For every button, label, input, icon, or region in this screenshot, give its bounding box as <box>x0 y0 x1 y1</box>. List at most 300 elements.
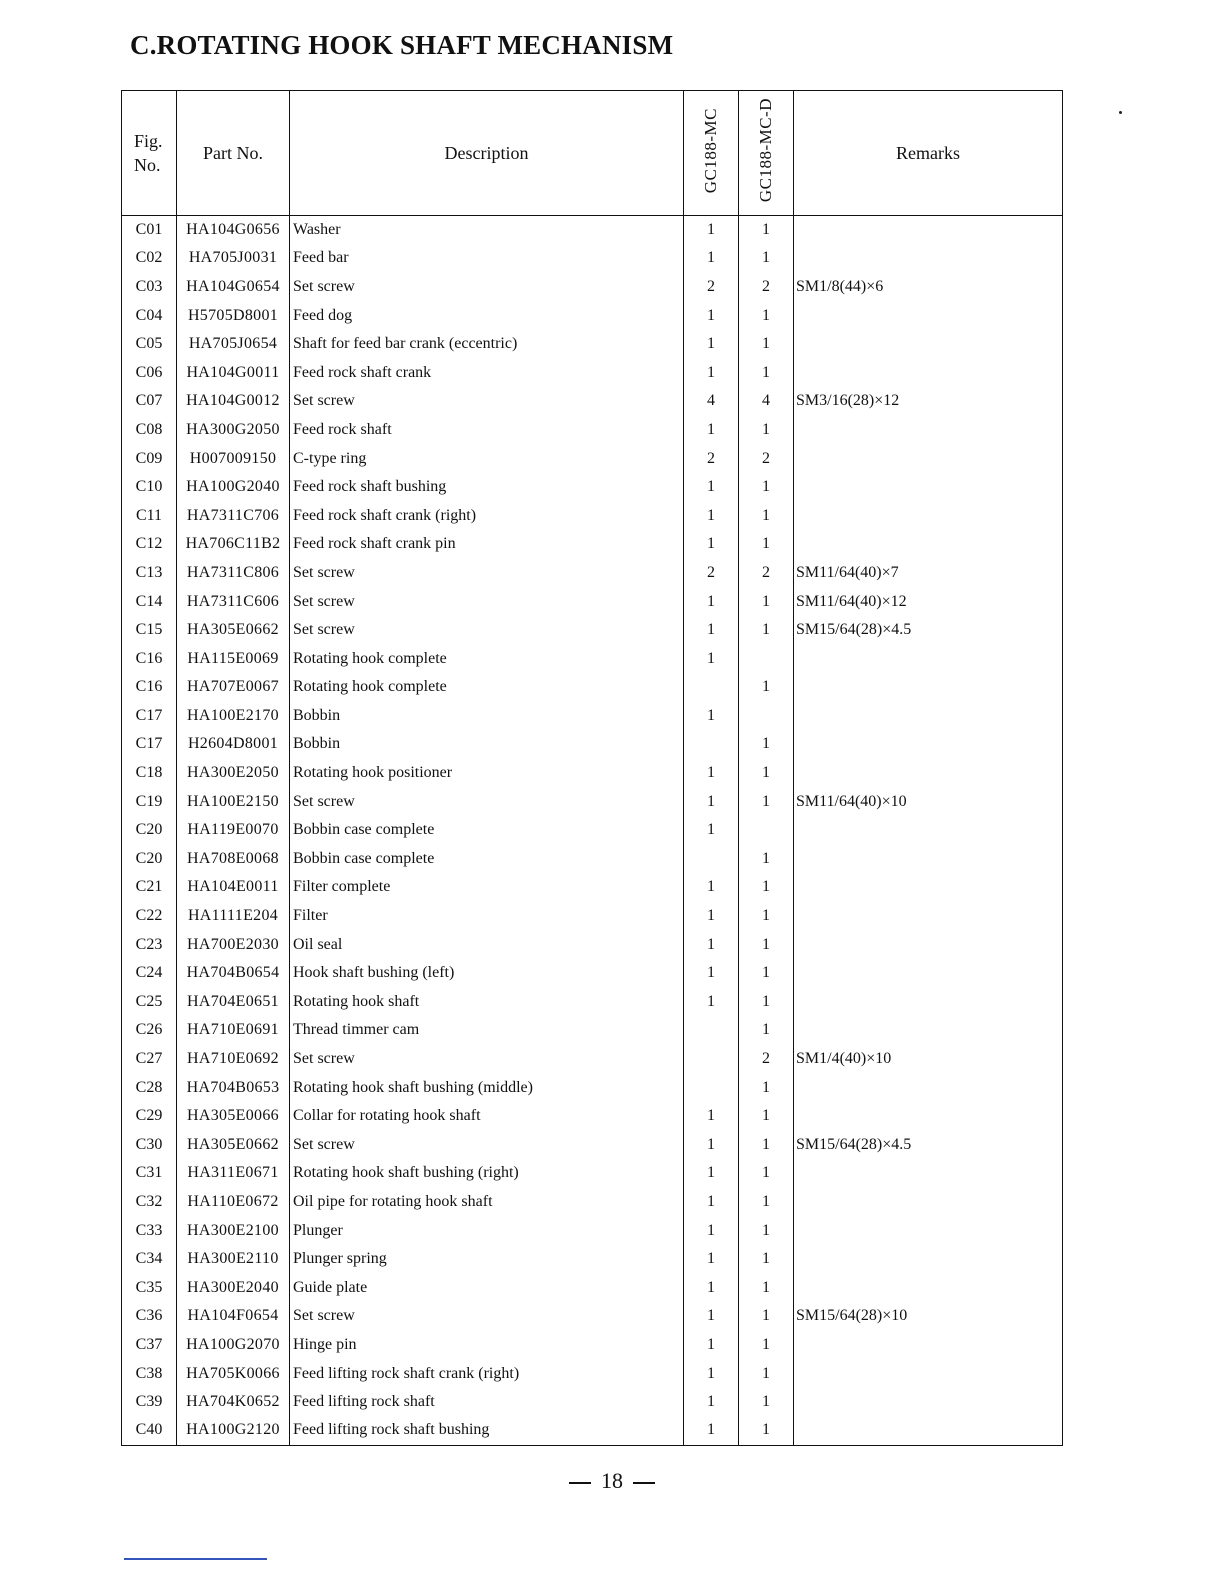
cell-fig-no: C24 <box>122 959 177 988</box>
cell-description: Rotating hook shaft bushing (right) <box>290 1159 684 1188</box>
table-row <box>122 1245 1063 1274</box>
cell-remarks <box>794 730 1063 759</box>
cell-remarks <box>794 1388 1063 1417</box>
cell-remarks <box>794 416 1063 445</box>
cell-qty-gc188-mc-d: 1 <box>739 301 794 330</box>
cell-part-no: HA300E2050 <box>177 759 290 788</box>
cell-qty-gc188-mc-d: 1 <box>739 1331 794 1360</box>
table-row <box>122 959 1063 988</box>
cell-remarks <box>794 501 1063 530</box>
cell-part-no: HA707E0067 <box>177 673 290 702</box>
cell-remarks <box>794 702 1063 731</box>
table-row <box>122 787 1063 816</box>
cell-part-no: HA704B0653 <box>177 1073 290 1102</box>
table-row <box>122 930 1063 959</box>
cell-qty-gc188-mc: 1 <box>684 501 739 530</box>
cell-fig-no: C38 <box>122 1359 177 1388</box>
cell-qty-gc188-mc-d: 1 <box>739 1016 794 1045</box>
cell-description: Hook shaft bushing (left) <box>290 959 684 988</box>
cell-remarks: SM1/4(40)×10 <box>794 1045 1063 1074</box>
cell-fig-no: C04 <box>122 301 177 330</box>
cell-description: Feed rock shaft crank <box>290 358 684 387</box>
cell-remarks <box>794 959 1063 988</box>
table-row <box>122 559 1063 588</box>
cell-qty-gc188-mc: 1 <box>684 616 739 645</box>
cell-fig-no: C19 <box>122 787 177 816</box>
cell-description: Oil seal <box>290 930 684 959</box>
cell-fig-no: C15 <box>122 616 177 645</box>
cell-part-no: HA700E2030 <box>177 930 290 959</box>
cell-remarks <box>794 1359 1063 1388</box>
cell-part-no: HA100G2120 <box>177 1416 290 1445</box>
table-row <box>122 358 1063 387</box>
cell-qty-gc188-mc: 1 <box>684 530 739 559</box>
cell-part-no: HA710E0691 <box>177 1016 290 1045</box>
cell-description: Oil pipe for rotating hook shaft <box>290 1188 684 1217</box>
page-number <box>0 1468 1224 1494</box>
cell-description: Washer <box>290 216 684 245</box>
cell-part-no: HA311E0671 <box>177 1159 290 1188</box>
cell-description: Feed lifting rock shaft bushing <box>290 1416 684 1445</box>
cell-qty-gc188-mc-d: 1 <box>739 787 794 816</box>
cell-remarks: SM3/16(28)×12 <box>794 387 1063 416</box>
cell-fig-no: C22 <box>122 902 177 931</box>
table-row <box>122 1016 1063 1045</box>
table-row <box>122 1216 1063 1245</box>
table-row <box>122 530 1063 559</box>
cell-qty-gc188-mc: 1 <box>684 959 739 988</box>
table-row <box>122 1331 1063 1360</box>
cell-remarks: SM15/64(28)×4.5 <box>794 1131 1063 1160</box>
cell-remarks <box>794 1102 1063 1131</box>
cell-fig-no: C39 <box>122 1388 177 1417</box>
cell-qty-gc188-mc-d: 2 <box>739 559 794 588</box>
table-row <box>122 1073 1063 1102</box>
cell-qty-gc188-mc: 1 <box>684 1131 739 1160</box>
cell-part-no: HA115E0069 <box>177 644 290 673</box>
cell-description: Thread timmer cam <box>290 1016 684 1045</box>
cell-description: Set screw <box>290 1302 684 1331</box>
cell-qty-gc188-mc-d: 1 <box>739 1416 794 1445</box>
cell-fig-no: C09 <box>122 444 177 473</box>
cell-qty-gc188-mc: 4 <box>684 387 739 416</box>
cell-part-no: HA104F0654 <box>177 1302 290 1331</box>
cell-remarks <box>794 1331 1063 1360</box>
cell-description: Set screw <box>290 273 684 302</box>
cell-qty-gc188-mc-d: 1 <box>739 1245 794 1274</box>
cell-description: Filter <box>290 902 684 931</box>
cell-qty-gc188-mc: 1 <box>684 1416 739 1445</box>
cell-remarks <box>794 301 1063 330</box>
cell-description: Feed lifting rock shaft <box>290 1388 684 1417</box>
cell-remarks <box>794 902 1063 931</box>
cell-fig-no: C13 <box>122 559 177 588</box>
cell-qty-gc188-mc: 1 <box>684 1273 739 1302</box>
cell-remarks <box>794 330 1063 359</box>
cell-part-no: HA704B0654 <box>177 959 290 988</box>
cell-fig-no: C28 <box>122 1073 177 1102</box>
cell-description: Feed rock shaft bushing <box>290 473 684 502</box>
cell-qty-gc188-mc: 1 <box>684 216 739 245</box>
cell-description: Set screw <box>290 787 684 816</box>
cell-description: Feed bar <box>290 244 684 273</box>
cell-part-no: HA100E2170 <box>177 702 290 731</box>
table-row <box>122 273 1063 302</box>
cell-description: Bobbin case complete <box>290 845 684 874</box>
cell-qty-gc188-mc-d: 2 <box>739 273 794 302</box>
cell-qty-gc188-mc: 1 <box>684 759 739 788</box>
cell-qty-gc188-mc: 1 <box>684 473 739 502</box>
cell-description: C-type ring <box>290 444 684 473</box>
cell-remarks: SM11/64(40)×12 <box>794 587 1063 616</box>
cell-description: Set screw <box>290 616 684 645</box>
cell-fig-no: C20 <box>122 845 177 874</box>
cell-qty-gc188-mc-d: 1 <box>739 1302 794 1331</box>
cell-qty-gc188-mc-d: 2 <box>739 444 794 473</box>
cell-qty-gc188-mc: 1 <box>684 1102 739 1131</box>
cell-qty-gc188-mc: 2 <box>684 273 739 302</box>
cell-description: Rotating hook complete <box>290 673 684 702</box>
page-number-dash-right <box>633 1482 655 1484</box>
cell-description: Collar for rotating hook shaft <box>290 1102 684 1131</box>
header-part-no: Part No. <box>177 91 290 216</box>
table-row <box>122 902 1063 931</box>
cell-remarks <box>794 358 1063 387</box>
cell-description: Hinge pin <box>290 1331 684 1360</box>
cell-qty-gc188-mc: 1 <box>684 1245 739 1274</box>
cell-fig-no: C31 <box>122 1159 177 1188</box>
cell-remarks <box>794 1073 1063 1102</box>
cell-fig-no: C12 <box>122 530 177 559</box>
footer-rule <box>124 1558 267 1560</box>
cell-part-no: HA305E0662 <box>177 1131 290 1160</box>
cell-qty-gc188-mc-d: 1 <box>739 1359 794 1388</box>
header-model1-label: GC188-MC <box>701 107 720 194</box>
cell-remarks <box>794 759 1063 788</box>
cell-qty-gc188-mc-d: 1 <box>739 473 794 502</box>
cell-description: Shaft for feed bar crank (eccentric) <box>290 330 684 359</box>
cell-description: Feed rock shaft crank pin <box>290 530 684 559</box>
cell-fig-no: C23 <box>122 930 177 959</box>
cell-fig-no: C18 <box>122 759 177 788</box>
cell-part-no: HA705J0654 <box>177 330 290 359</box>
cell-qty-gc188-mc-d: 1 <box>739 988 794 1017</box>
cell-qty-gc188-mc-d: 2 <box>739 1045 794 1074</box>
cell-qty-gc188-mc-d <box>739 816 794 845</box>
cell-qty-gc188-mc-d: 1 <box>739 730 794 759</box>
cell-qty-gc188-mc-d: 1 <box>739 244 794 273</box>
cell-description: Set screw <box>290 559 684 588</box>
cell-fig-no: C07 <box>122 387 177 416</box>
cell-qty-gc188-mc: 2 <box>684 444 739 473</box>
cell-part-no: HA7311C706 <box>177 501 290 530</box>
cell-qty-gc188-mc: 1 <box>684 244 739 273</box>
cell-part-no: HA104G0011 <box>177 358 290 387</box>
cell-remarks <box>794 530 1063 559</box>
cell-qty-gc188-mc: 1 <box>684 988 739 1017</box>
cell-qty-gc188-mc-d: 1 <box>739 358 794 387</box>
cell-fig-no: C02 <box>122 244 177 273</box>
cell-part-no: HA119E0070 <box>177 816 290 845</box>
cell-qty-gc188-mc-d: 1 <box>739 330 794 359</box>
table-row <box>122 1045 1063 1074</box>
cell-qty-gc188-mc-d: 1 <box>739 1159 794 1188</box>
cell-remarks <box>794 1016 1063 1045</box>
cell-part-no: HA1111E204 <box>177 902 290 931</box>
cell-qty-gc188-mc-d: 1 <box>739 759 794 788</box>
page-title: C.ROTATING HOOK SHAFT MECHANISM <box>130 30 674 60</box>
cell-qty-gc188-mc-d: 1 <box>739 1131 794 1160</box>
table-row <box>122 616 1063 645</box>
cell-fig-no: C29 <box>122 1102 177 1131</box>
cell-qty-gc188-mc-d: 1 <box>739 902 794 931</box>
parts-table <box>121 90 1063 1446</box>
cell-qty-gc188-mc: 1 <box>684 1216 739 1245</box>
cell-remarks <box>794 1273 1063 1302</box>
cell-qty-gc188-mc-d <box>739 702 794 731</box>
cell-remarks <box>794 444 1063 473</box>
cell-fig-no: C01 <box>122 216 177 245</box>
cell-remarks: SM11/64(40)×7 <box>794 559 1063 588</box>
cell-part-no: H5705D8001 <box>177 301 290 330</box>
table-row <box>122 387 1063 416</box>
cell-part-no: HA704E0651 <box>177 988 290 1017</box>
cell-qty-gc188-mc: 1 <box>684 644 739 673</box>
cell-fig-no: C20 <box>122 816 177 845</box>
cell-qty-gc188-mc: 1 <box>684 816 739 845</box>
cell-description: Rotating hook positioner <box>290 759 684 788</box>
cell-fig-no: C27 <box>122 1045 177 1074</box>
table-row <box>122 473 1063 502</box>
cell-qty-gc188-mc: 1 <box>684 301 739 330</box>
cell-qty-gc188-mc <box>684 1045 739 1074</box>
table-row <box>122 988 1063 1017</box>
cell-remarks <box>794 473 1063 502</box>
cell-qty-gc188-mc: 1 <box>684 358 739 387</box>
cell-remarks <box>794 988 1063 1017</box>
table-row <box>122 1388 1063 1417</box>
cell-qty-gc188-mc: 1 <box>684 787 739 816</box>
table-row <box>122 644 1063 673</box>
cell-description: Rotating hook shaft bushing (middle) <box>290 1073 684 1102</box>
table-row <box>122 501 1063 530</box>
cell-qty-gc188-mc: 1 <box>684 330 739 359</box>
cell-remarks: SM1/8(44)×6 <box>794 273 1063 302</box>
cell-part-no: HA100E2150 <box>177 787 290 816</box>
cell-qty-gc188-mc-d: 1 <box>739 1073 794 1102</box>
cell-qty-gc188-mc-d: 1 <box>739 1102 794 1131</box>
cell-remarks: SM15/64(28)×4.5 <box>794 616 1063 645</box>
cell-remarks <box>794 644 1063 673</box>
cell-part-no: HA300G2050 <box>177 416 290 445</box>
cell-qty-gc188-mc-d: 1 <box>739 930 794 959</box>
cell-description: Rotating hook complete <box>290 644 684 673</box>
cell-fig-no: C14 <box>122 587 177 616</box>
header-description: Description <box>290 91 684 216</box>
cell-part-no: HA705K0066 <box>177 1359 290 1388</box>
cell-remarks <box>794 930 1063 959</box>
header-fig-line2: No. <box>134 155 161 175</box>
cell-fig-no: C16 <box>122 673 177 702</box>
table-row <box>122 244 1063 273</box>
cell-remarks <box>794 845 1063 874</box>
table-row <box>122 1188 1063 1217</box>
cell-part-no: HA104G0656 <box>177 216 290 245</box>
cell-qty-gc188-mc <box>684 1016 739 1045</box>
cell-description: Set screw <box>290 387 684 416</box>
cell-remarks <box>794 1245 1063 1274</box>
cell-fig-no: C06 <box>122 358 177 387</box>
table-row <box>122 444 1063 473</box>
cell-qty-gc188-mc: 1 <box>684 930 739 959</box>
table-row <box>122 1159 1063 1188</box>
cell-description: Set screw <box>290 587 684 616</box>
cell-qty-gc188-mc: 1 <box>684 587 739 616</box>
cell-part-no: HA708E0068 <box>177 845 290 874</box>
cell-description: Set screw <box>290 1131 684 1160</box>
cell-part-no: HA104E0011 <box>177 873 290 902</box>
header-fig-line1: Fig. <box>134 131 163 151</box>
header-model2-label: GC188-MC-D <box>756 98 775 203</box>
cell-remarks <box>794 244 1063 273</box>
cell-description: Filter complete <box>290 873 684 902</box>
cell-qty-gc188-mc: 1 <box>684 902 739 931</box>
cell-fig-no: C11 <box>122 501 177 530</box>
cell-part-no: HA7311C806 <box>177 559 290 588</box>
cell-part-no: HA100G2040 <box>177 473 290 502</box>
cell-description: Bobbin <box>290 730 684 759</box>
parts-table-body <box>122 216 1063 1446</box>
cell-qty-gc188-mc-d: 1 <box>739 959 794 988</box>
cell-qty-gc188-mc: 1 <box>684 873 739 902</box>
cell-description: Feed dog <box>290 301 684 330</box>
table-row <box>122 816 1063 845</box>
cell-fig-no: C26 <box>122 1016 177 1045</box>
cell-qty-gc188-mc-d: 1 <box>739 873 794 902</box>
table-row <box>122 1416 1063 1445</box>
cell-description: Set screw <box>290 1045 684 1074</box>
cell-qty-gc188-mc: 1 <box>684 1302 739 1331</box>
cell-qty-gc188-mc-d: 1 <box>739 501 794 530</box>
cell-description: Rotating hook shaft <box>290 988 684 1017</box>
table-row <box>122 702 1063 731</box>
cell-fig-no: C16 <box>122 644 177 673</box>
cell-qty-gc188-mc-d: 1 <box>739 216 794 245</box>
cell-qty-gc188-mc-d: 1 <box>739 1388 794 1417</box>
cell-qty-gc188-mc: 1 <box>684 1188 739 1217</box>
cell-remarks <box>794 1416 1063 1445</box>
cell-part-no: H2604D8001 <box>177 730 290 759</box>
header-fig-no <box>122 91 177 216</box>
cell-description: Feed lifting rock shaft crank (right) <box>290 1359 684 1388</box>
table-header-row <box>122 91 1063 216</box>
cell-part-no: H007009150 <box>177 444 290 473</box>
header-remarks: Remarks <box>794 91 1063 216</box>
table-row <box>122 759 1063 788</box>
cell-part-no: HA710E0692 <box>177 1045 290 1074</box>
cell-qty-gc188-mc: 1 <box>684 1331 739 1360</box>
page-number-value: 18 <box>601 1468 623 1493</box>
table-row <box>122 1302 1063 1331</box>
table-row <box>122 873 1063 902</box>
cell-part-no: HA300E2040 <box>177 1273 290 1302</box>
cell-qty-gc188-mc-d: 4 <box>739 387 794 416</box>
cell-qty-gc188-mc-d: 1 <box>739 673 794 702</box>
cell-qty-gc188-mc <box>684 845 739 874</box>
cell-fig-no: C03 <box>122 273 177 302</box>
cell-qty-gc188-mc <box>684 1073 739 1102</box>
cell-qty-gc188-mc: 2 <box>684 559 739 588</box>
cell-fig-no: C21 <box>122 873 177 902</box>
stray-dot <box>1119 111 1122 114</box>
header-model-gc188-mc <box>684 91 739 216</box>
cell-remarks <box>794 216 1063 245</box>
cell-fig-no: C30 <box>122 1131 177 1160</box>
cell-qty-gc188-mc-d: 1 <box>739 1216 794 1245</box>
cell-qty-gc188-mc-d: 1 <box>739 616 794 645</box>
table-row <box>122 301 1063 330</box>
cell-part-no: HA300E2110 <box>177 1245 290 1274</box>
cell-fig-no: C10 <box>122 473 177 502</box>
cell-qty-gc188-mc: 1 <box>684 416 739 445</box>
cell-remarks <box>794 873 1063 902</box>
cell-remarks <box>794 1159 1063 1188</box>
cell-part-no: HA305E0662 <box>177 616 290 645</box>
cell-qty-gc188-mc: 1 <box>684 1159 739 1188</box>
table-row <box>122 216 1063 245</box>
cell-remarks: SM11/64(40)×10 <box>794 787 1063 816</box>
table-row <box>122 1131 1063 1160</box>
table-row <box>122 1359 1063 1388</box>
cell-description: Feed rock shaft <box>290 416 684 445</box>
cell-fig-no: C25 <box>122 988 177 1017</box>
cell-description: Bobbin case complete <box>290 816 684 845</box>
cell-part-no: HA705J0031 <box>177 244 290 273</box>
cell-qty-gc188-mc: 1 <box>684 702 739 731</box>
cell-fig-no: C32 <box>122 1188 177 1217</box>
cell-qty-gc188-mc <box>684 730 739 759</box>
cell-fig-no: C37 <box>122 1331 177 1360</box>
cell-part-no: HA110E0672 <box>177 1188 290 1217</box>
cell-qty-gc188-mc-d <box>739 644 794 673</box>
header-model-gc188-mc-d <box>739 91 794 216</box>
cell-remarks <box>794 673 1063 702</box>
cell-remarks: SM15/64(28)×10 <box>794 1302 1063 1331</box>
table-row <box>122 1273 1063 1302</box>
table-row <box>122 416 1063 445</box>
cell-part-no: HA305E0066 <box>177 1102 290 1131</box>
cell-part-no: HA104G0654 <box>177 273 290 302</box>
cell-remarks <box>794 1188 1063 1217</box>
cell-part-no: HA7311C606 <box>177 587 290 616</box>
cell-qty-gc188-mc: 1 <box>684 1388 739 1417</box>
table-row <box>122 1102 1063 1131</box>
cell-part-no: HA300E2100 <box>177 1216 290 1245</box>
cell-description: Plunger spring <box>290 1245 684 1274</box>
table-row <box>122 587 1063 616</box>
cell-remarks <box>794 1216 1063 1245</box>
cell-description: Feed rock shaft crank (right) <box>290 501 684 530</box>
table-row <box>122 673 1063 702</box>
cell-part-no: HA104G0012 <box>177 387 290 416</box>
cell-remarks <box>794 816 1063 845</box>
cell-qty-gc188-mc-d: 1 <box>739 1188 794 1217</box>
cell-fig-no: C36 <box>122 1302 177 1331</box>
cell-fig-no: C05 <box>122 330 177 359</box>
table-row <box>122 730 1063 759</box>
cell-description: Bobbin <box>290 702 684 731</box>
cell-qty-gc188-mc-d: 1 <box>739 587 794 616</box>
